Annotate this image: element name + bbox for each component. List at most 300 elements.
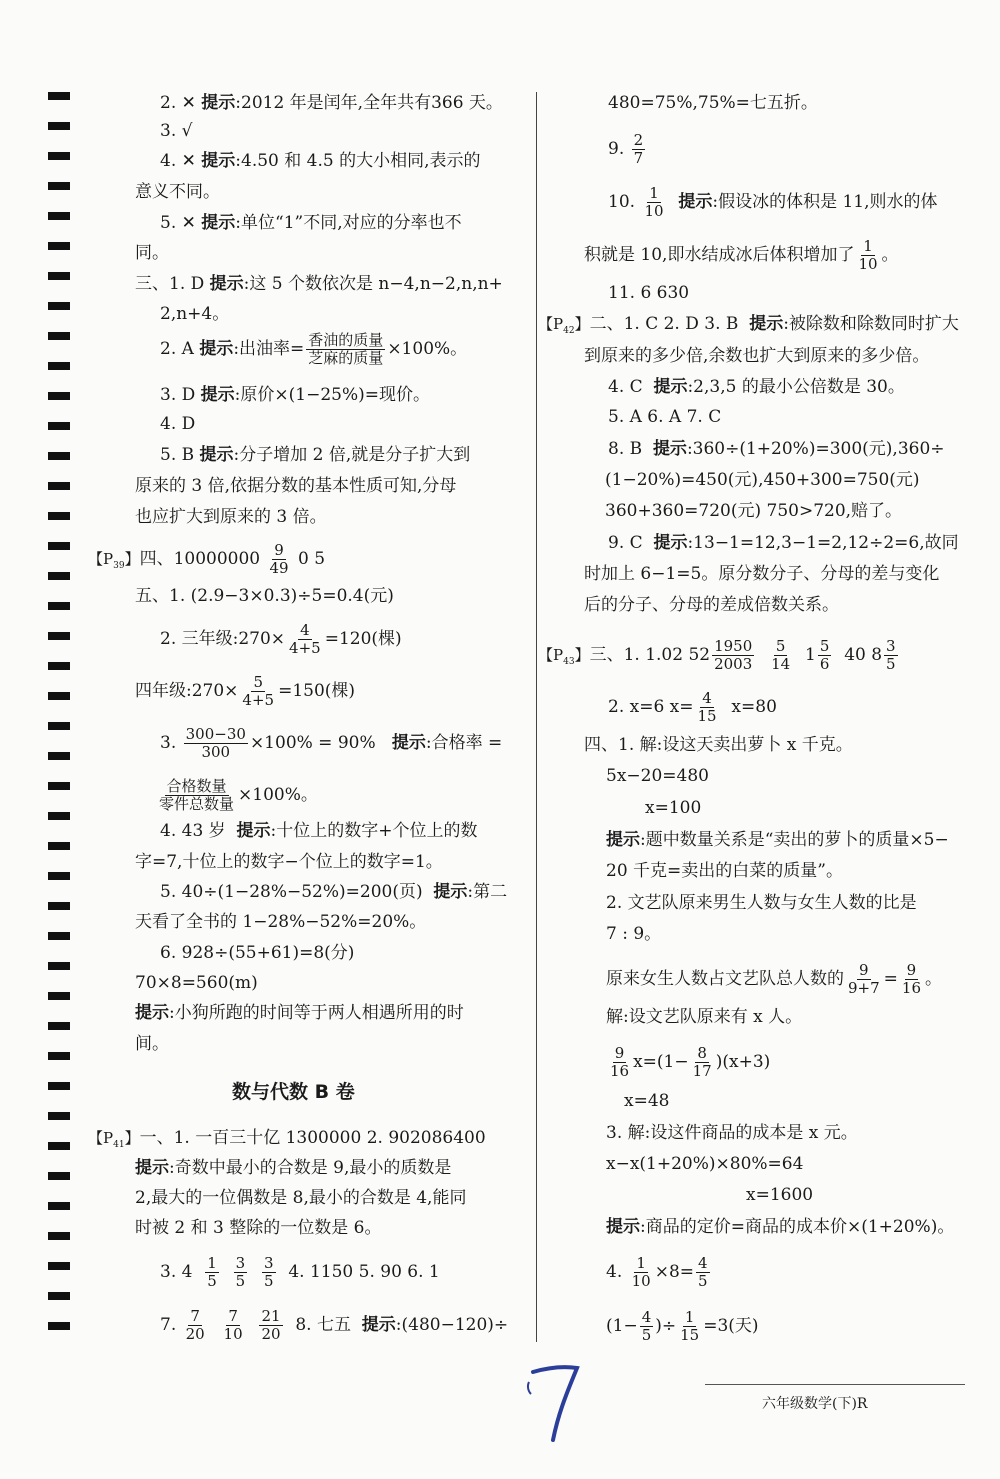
denominator: 5 bbox=[263, 1272, 274, 1290]
margin-bar bbox=[48, 602, 70, 610]
margin-bar bbox=[48, 1082, 70, 1090]
answer-line bbox=[135, 972, 258, 994]
answer-line bbox=[160, 92, 503, 114]
margin-bar bbox=[48, 902, 70, 910]
answer-line bbox=[135, 1002, 464, 1024]
page-letter: P bbox=[553, 646, 564, 664]
answer-line bbox=[606, 923, 661, 945]
mixed-whole: 1 bbox=[805, 645, 816, 665]
fraction bbox=[712, 638, 754, 673]
numerator: 1950 bbox=[714, 637, 753, 655]
denominator: 10 bbox=[858, 255, 878, 273]
numerator: 4 bbox=[702, 689, 712, 707]
item-number: 4. ✕ bbox=[160, 151, 196, 171]
item-number: 3. D bbox=[160, 385, 196, 405]
fraction bbox=[287, 622, 323, 657]
numerator: 2 bbox=[633, 131, 644, 149]
margin-bar bbox=[48, 812, 70, 820]
margin-bar bbox=[48, 152, 70, 160]
item-number: 三、1. D bbox=[135, 274, 205, 294]
item-number: 3. √ bbox=[160, 121, 193, 141]
margin-bar bbox=[48, 1112, 70, 1120]
fraction bbox=[678, 1309, 701, 1344]
line-text: 9. bbox=[608, 139, 625, 159]
numerator: 1 bbox=[863, 237, 873, 255]
denominator: 20 bbox=[185, 1325, 205, 1343]
answer-line bbox=[584, 345, 929, 367]
fraction bbox=[884, 638, 898, 673]
numerator: 4 bbox=[300, 621, 310, 639]
item-number: 二、1. C 2. D 3. B bbox=[589, 314, 739, 334]
denominator: 20 bbox=[261, 1325, 281, 1343]
answer-line bbox=[606, 892, 917, 914]
hint-label: 提示 bbox=[653, 377, 688, 397]
fraction bbox=[184, 726, 248, 761]
line-text: x=(1− bbox=[633, 1052, 689, 1072]
numerator: 4 bbox=[641, 1308, 652, 1326]
item-number: 4. 43 岁 bbox=[160, 821, 226, 841]
margin-bar bbox=[48, 872, 70, 880]
numerator: 1 bbox=[684, 1308, 695, 1326]
line-text: 0 5 bbox=[298, 549, 326, 569]
line-text: 原来的 3 倍,依据分数的基本性质可知,分母 bbox=[135, 476, 457, 496]
line-text: 也应扩大到原来的 3 倍。 bbox=[135, 507, 327, 527]
margin-bar bbox=[48, 992, 70, 1000]
answer-line bbox=[135, 475, 456, 497]
line-text: 4. 1150 5. 90 6. 1 bbox=[288, 1262, 440, 1282]
hint-label: 提示 bbox=[678, 192, 713, 212]
line-text: =120(棵) bbox=[324, 629, 402, 649]
fraction bbox=[818, 638, 832, 673]
line-text: 。 bbox=[925, 969, 942, 989]
denominator: 6 bbox=[819, 655, 830, 673]
line-text: 四年级:270× bbox=[135, 681, 239, 701]
fraction bbox=[846, 962, 882, 997]
denominator: 10 bbox=[631, 1272, 651, 1290]
hint-label: 提示 bbox=[201, 93, 236, 113]
denominator: 17 bbox=[692, 1062, 712, 1080]
numerator: 5 bbox=[253, 673, 264, 691]
hint-label: 提示 bbox=[135, 1158, 169, 1178]
line-text: = bbox=[883, 969, 898, 989]
margin-bar bbox=[48, 212, 70, 220]
line-text: :商品的定价=商品的成本价×(1+20%)。 bbox=[640, 1217, 955, 1237]
margin-bar bbox=[48, 272, 70, 280]
margin-bar bbox=[48, 932, 70, 940]
answer-line bbox=[606, 1153, 803, 1175]
margin-bar bbox=[48, 182, 70, 190]
answer-line bbox=[606, 860, 843, 882]
answer-line bbox=[135, 1157, 451, 1179]
margin-bar bbox=[48, 392, 70, 400]
answer-line bbox=[584, 563, 939, 585]
line-text: 4. bbox=[606, 1262, 623, 1282]
answer-line bbox=[160, 1255, 440, 1290]
answer-line bbox=[746, 1184, 813, 1206]
page-ref: 【$P_{39}$】 bbox=[88, 550, 140, 571]
hint-label: 提示 bbox=[199, 445, 234, 465]
item-number: 4. D bbox=[160, 414, 196, 434]
answer-line bbox=[606, 765, 709, 787]
answer-line bbox=[160, 1308, 508, 1343]
line-text: )÷ bbox=[655, 1316, 677, 1336]
line-text: 2. x=6 x= bbox=[608, 697, 694, 717]
hint-label: 提示 bbox=[200, 385, 235, 405]
line-text: ×8= bbox=[654, 1262, 695, 1282]
line-text: :出油率= bbox=[233, 339, 305, 359]
answer-line bbox=[160, 444, 470, 466]
line-text: x=1600 bbox=[746, 1185, 814, 1205]
answer-line bbox=[608, 532, 959, 554]
margin-bar bbox=[48, 92, 70, 100]
numerator: 3 bbox=[235, 1254, 246, 1272]
page-number: 43 bbox=[563, 657, 575, 667]
line-text: :360÷(1+20%)=300(元),360÷ bbox=[686, 439, 945, 459]
item-number: 9. C bbox=[608, 533, 643, 553]
fraction bbox=[608, 1045, 631, 1080]
margin-bar bbox=[48, 362, 70, 370]
line-text: 五、1. (2.9−3×0.3)÷5=0.4(元) bbox=[135, 586, 394, 606]
line-text: 3. 4 bbox=[160, 1262, 193, 1282]
line-text: :奇数中最小的合数是 9,最小的质数是 bbox=[169, 1158, 452, 1178]
line-text: 480=75%,75%=七五折。 bbox=[608, 93, 818, 113]
answer-line bbox=[160, 726, 502, 761]
page-ref: 【$P_{43}$】 bbox=[538, 646, 590, 667]
answer-line bbox=[606, 1309, 759, 1344]
hint-label: 提示 bbox=[201, 213, 236, 233]
denominator: 7 bbox=[633, 149, 644, 167]
answer-line bbox=[608, 406, 721, 428]
answer-line bbox=[135, 911, 426, 933]
hint-label: 提示 bbox=[209, 274, 244, 294]
line-text: :2012 年是闰年,全年共有366 天。 bbox=[235, 93, 503, 113]
page-ref: 【$P_{42}$】 bbox=[538, 315, 590, 336]
answer-line bbox=[538, 638, 900, 673]
answer-line bbox=[135, 674, 355, 709]
fraction bbox=[205, 1255, 219, 1290]
answer-line bbox=[584, 238, 899, 273]
line-text: 2. 文艺队原来男生人数与女生人数的比是 bbox=[606, 893, 917, 913]
denominator: 49 bbox=[269, 559, 289, 577]
fraction bbox=[268, 542, 291, 577]
line-text: =150(棵) bbox=[278, 681, 356, 701]
fraction bbox=[306, 332, 385, 367]
line-text: 字=7,十位上的数字−个位上的数字=1。 bbox=[135, 852, 443, 872]
line-text: 7 : 9。 bbox=[606, 924, 662, 944]
line-text: :第二 bbox=[467, 882, 508, 902]
answer-line bbox=[606, 1255, 712, 1290]
fraction bbox=[240, 674, 276, 709]
denominator: 零件总数量 bbox=[159, 795, 235, 813]
numerator: 合格数量 bbox=[166, 777, 227, 795]
section-title: 数与代数 B 卷 bbox=[232, 1081, 355, 1103]
line-text: 70×8=560(m) bbox=[135, 973, 258, 993]
margin-bar bbox=[48, 1142, 70, 1150]
line-text: ×100% = 90% bbox=[249, 733, 376, 753]
line-text: 后的分子、分母的差成倍数关系。 bbox=[584, 595, 839, 615]
answer-line bbox=[608, 438, 945, 460]
margin-bar bbox=[48, 1292, 70, 1300]
answer-line bbox=[605, 469, 920, 491]
line-text: 同。 bbox=[135, 243, 169, 263]
line-text: ×100%。 bbox=[238, 785, 318, 805]
fraction bbox=[769, 638, 792, 673]
column-divider bbox=[536, 92, 537, 1342]
fraction bbox=[696, 690, 719, 725]
line-text: 6. 928÷(55+61)=8(分) bbox=[160, 943, 355, 963]
line-text: (1− bbox=[606, 1316, 638, 1336]
denominator: 5 bbox=[641, 1326, 652, 1344]
page-letter: P bbox=[103, 550, 114, 568]
line-text: x=48 bbox=[624, 1091, 670, 1111]
numerator: 3 bbox=[263, 1254, 274, 1272]
answer-line bbox=[160, 942, 354, 964]
hint-label: 提示 bbox=[201, 151, 236, 171]
margin-bar bbox=[48, 842, 70, 850]
margin-bar bbox=[48, 662, 70, 670]
numerator: 3 bbox=[886, 637, 896, 655]
page-letter: P bbox=[103, 1129, 114, 1147]
answer-line bbox=[608, 132, 647, 167]
page-ref: 【$P_{41}$】 bbox=[88, 1129, 140, 1150]
fraction bbox=[259, 1308, 282, 1343]
hint-label: 提示 bbox=[199, 339, 234, 359]
fraction bbox=[691, 1045, 714, 1080]
line-text: :原价×(1−25%)=现价。 bbox=[234, 385, 430, 405]
line-text: :单位“1”不同,对应的分率也不 bbox=[235, 213, 462, 233]
line-text: 360+360=720(元) 750>720,赔了。 bbox=[605, 501, 903, 521]
answer-line bbox=[135, 1187, 466, 1209]
denominator: 4+5 bbox=[289, 639, 321, 657]
item-number: 2. ✕ bbox=[160, 93, 196, 113]
denominator: 9+7 bbox=[848, 979, 880, 997]
line-text: 3. bbox=[160, 733, 177, 753]
answer-line bbox=[584, 594, 839, 616]
margin-bar bbox=[48, 1172, 70, 1180]
line-text: 2,n+4。 bbox=[160, 304, 230, 324]
fraction bbox=[632, 132, 646, 167]
line-text: (1−20%)=450(元),450+300=750(元) bbox=[605, 470, 920, 490]
answer-line bbox=[160, 881, 507, 903]
margin-bar bbox=[48, 1202, 70, 1210]
answer-line bbox=[160, 384, 430, 406]
margin-bar bbox=[48, 1262, 70, 1270]
margin-bar bbox=[48, 302, 70, 310]
margin-bar bbox=[48, 572, 70, 580]
numerator: 21 bbox=[261, 1307, 281, 1325]
hint-label: 提示 bbox=[135, 1003, 169, 1023]
line-text: :十位上的数字+个位上的数 bbox=[270, 821, 478, 841]
line-text: x=80 bbox=[731, 697, 777, 717]
numerator: 8 bbox=[697, 1044, 707, 1062]
line-text: ×100%。 bbox=[387, 339, 468, 359]
line-text: 40 8 bbox=[844, 645, 883, 665]
line-text: 7. bbox=[160, 1315, 177, 1335]
answer-line bbox=[608, 185, 938, 220]
answer-line bbox=[160, 120, 192, 142]
margin-bar bbox=[48, 542, 70, 550]
line-text: :2,3,5 的最小公倍数是 30。 bbox=[687, 377, 905, 397]
answer-line bbox=[584, 734, 853, 756]
denominator: 10 bbox=[644, 202, 664, 220]
line-text: 间。 bbox=[135, 1034, 169, 1054]
answer-line bbox=[608, 376, 905, 398]
hint-label: 提示 bbox=[749, 314, 784, 334]
answer-line bbox=[135, 1217, 381, 1239]
handwritten-page-mark bbox=[525, 1358, 585, 1448]
fraction bbox=[630, 1255, 653, 1290]
page-number: 42 bbox=[563, 326, 575, 336]
answer-line bbox=[160, 820, 477, 842]
item-number: 5. B bbox=[160, 445, 195, 465]
line-text: 三、1. 1.02 52 bbox=[589, 645, 711, 665]
margin-bar bbox=[48, 1322, 70, 1330]
line-text: :假设冰的体积是 11,则水的体 bbox=[712, 192, 938, 212]
hint-label: 提示 bbox=[361, 1315, 396, 1335]
line-text: :(480−120)÷ bbox=[395, 1315, 509, 1335]
answer-line bbox=[606, 1216, 954, 1238]
margin-bar bbox=[48, 1052, 70, 1060]
fraction bbox=[696, 1255, 710, 1290]
line-text: =3(天) bbox=[703, 1316, 759, 1336]
line-text: :小狗所跑的时间等于两人相遇所用的时 bbox=[169, 1003, 464, 1023]
item-number: 5. 40÷(1−28%−52%)=200(页) bbox=[160, 882, 423, 902]
answer-line bbox=[606, 1122, 858, 1144]
line-text: :4.50 和 4.5 的大小相同,表示的 bbox=[235, 151, 481, 171]
line-text: 积就是 10,即水结成冰后体积增加了 bbox=[584, 245, 855, 265]
answer-line bbox=[608, 690, 777, 725]
handwritten-stroke bbox=[528, 1382, 531, 1394]
numerator: 9 bbox=[274, 541, 284, 559]
fraction bbox=[222, 1308, 245, 1343]
denominator: 300 bbox=[201, 743, 231, 761]
line-text: 四、1. 解:设这天卖出萝卜 x 千克。 bbox=[584, 735, 853, 755]
answer-line bbox=[538, 313, 959, 342]
line-text: :这 5 个数依次是 n−4,n−2,n,n+ bbox=[243, 274, 503, 294]
answer-line bbox=[135, 851, 443, 873]
margin-bar bbox=[48, 332, 70, 340]
footer-rule bbox=[705, 1384, 965, 1385]
item-number: 8. B bbox=[608, 439, 643, 459]
answer-line bbox=[135, 506, 327, 528]
numerator: 5 bbox=[775, 637, 786, 655]
line-text: 11. 6 630 bbox=[608, 283, 690, 303]
answer-line bbox=[605, 500, 902, 522]
margin-bar bbox=[48, 512, 70, 520]
denominator: 16 bbox=[610, 1062, 630, 1080]
numerator: 9 bbox=[859, 961, 869, 979]
answer-line bbox=[160, 332, 467, 367]
numerator: 7 bbox=[190, 1307, 200, 1325]
numerator: 300−30 bbox=[185, 725, 246, 743]
answer-line bbox=[88, 542, 325, 577]
hint-label: 提示 bbox=[653, 533, 688, 553]
answer-line bbox=[135, 242, 169, 264]
line-text: 8. 七五 bbox=[295, 1315, 351, 1335]
denominator: 5 bbox=[235, 1272, 246, 1290]
hint-label: 提示 bbox=[606, 830, 640, 850]
line-text: :13−1=12,3−1=2,12÷2=6,故同 bbox=[687, 533, 959, 553]
margin-bar bbox=[48, 632, 70, 640]
denominator: 15 bbox=[697, 707, 717, 725]
answer-line bbox=[160, 413, 195, 435]
denominator: 4+5 bbox=[242, 691, 275, 709]
item-number: 4. C bbox=[608, 377, 643, 397]
item-number: 5. ✕ bbox=[160, 213, 196, 233]
line-text: 一、1. 一百三十亿 1300000 2. 902086400 bbox=[139, 1128, 486, 1148]
margin-bar bbox=[48, 482, 70, 490]
denominator: 芝麻的质量 bbox=[308, 349, 384, 367]
margin-bar bbox=[48, 692, 70, 700]
numerator: 9 bbox=[614, 1044, 625, 1062]
answer-line bbox=[135, 273, 503, 295]
denominator: 5 bbox=[207, 1272, 217, 1290]
numerator: 香油的质量 bbox=[308, 331, 384, 349]
answer-line bbox=[160, 150, 481, 172]
answer-line bbox=[160, 303, 229, 325]
hint-label: 提示 bbox=[391, 733, 426, 753]
answer-line bbox=[608, 92, 818, 114]
line-text: 2. 三年级:270× bbox=[160, 629, 286, 649]
page-letter: P bbox=[553, 315, 564, 333]
hint-label: 提示 bbox=[652, 439, 687, 459]
denominator: 10 bbox=[223, 1325, 243, 1343]
line-text: 解:设文艺队原来有 x 人。 bbox=[606, 1007, 803, 1027]
page-number: 39 bbox=[113, 561, 125, 571]
answer-line bbox=[160, 212, 462, 234]
answer-line bbox=[645, 797, 701, 819]
line-text: 20 千克=卖出的白菜的质量”。 bbox=[606, 861, 843, 881]
answer-line bbox=[624, 1090, 669, 1112]
margin-bar bbox=[48, 242, 70, 250]
fraction bbox=[157, 778, 236, 813]
page-number: 41 bbox=[113, 1140, 125, 1150]
line-text: :被除数和除数同时扩大 bbox=[783, 314, 959, 334]
denominator: 5 bbox=[698, 1272, 708, 1290]
margin-bar bbox=[48, 1232, 70, 1240]
margin-bar bbox=[48, 1022, 70, 1030]
line-text: )(x+3) bbox=[715, 1052, 771, 1072]
answer-line bbox=[135, 585, 394, 607]
denominator: 15 bbox=[680, 1326, 700, 1344]
line-text: 5x−20=480 bbox=[606, 766, 709, 786]
answer-line bbox=[155, 778, 318, 813]
line-text: 。 bbox=[881, 245, 899, 265]
answer-line bbox=[606, 1006, 802, 1028]
answer-line bbox=[135, 1033, 169, 1055]
hint-label: 提示 bbox=[606, 1217, 640, 1237]
answer-line bbox=[160, 622, 402, 657]
answer-line bbox=[606, 829, 949, 851]
item-number: 2. A bbox=[160, 339, 194, 359]
denominator: 14 bbox=[771, 655, 791, 673]
margin-bar bbox=[48, 962, 70, 970]
line-text: :分子增加 2 倍,就是分子扩大到 bbox=[233, 445, 471, 465]
line-text: 2,最大的一位偶数是 8,最小的合数是 4,能同 bbox=[135, 1188, 467, 1208]
hint-label: 提示 bbox=[433, 882, 468, 902]
answer-line bbox=[88, 1127, 486, 1156]
answer-line bbox=[606, 1045, 770, 1080]
line-text: 3. 解:设这件商品的成本是 x 元。 bbox=[606, 1123, 858, 1143]
line-text: 天看了全书的 1−28%−52%=20%。 bbox=[135, 912, 427, 932]
handwritten-seven bbox=[533, 1367, 577, 1440]
line-text: 意义不同。 bbox=[135, 182, 220, 202]
denominator: 5 bbox=[886, 655, 896, 673]
line-text: 时加上 6−1=5。原分数分子、分母的差与变化 bbox=[584, 564, 940, 584]
line-text: x=100 bbox=[645, 798, 702, 818]
answer-line bbox=[135, 181, 220, 203]
numerator: 1 bbox=[649, 184, 659, 202]
